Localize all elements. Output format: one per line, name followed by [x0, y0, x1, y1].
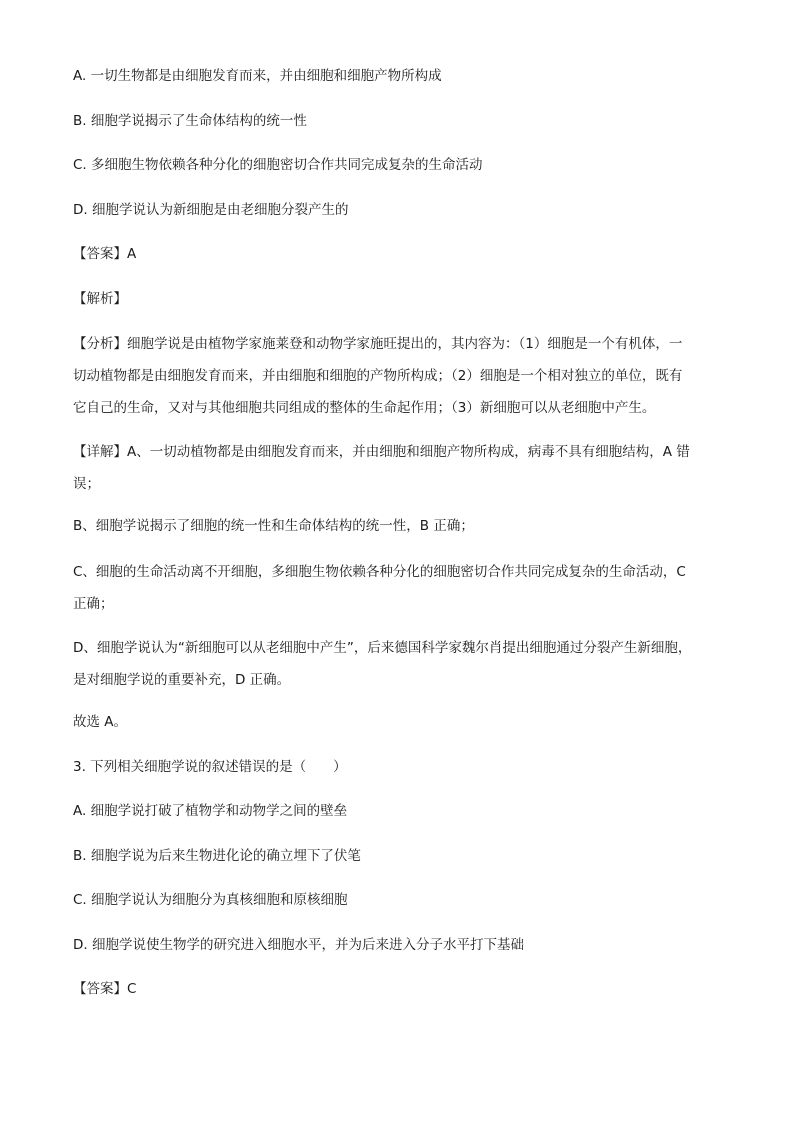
q2-conclusion: 故选 A。 [73, 714, 128, 730]
answer-value: C [127, 981, 137, 997]
answer-label: 【答案】 [73, 981, 127, 997]
q2-answer [73, 240, 723, 268]
q3-option-c: C. 细胞学说认为细胞分为真核细胞和原核细胞 [73, 892, 348, 908]
q2-fenxi-paragraph [73, 328, 723, 424]
q2-option-c: C. 多细胞生物依赖各种分化的细胞密切合作共同完成复杂的生命活动 [73, 157, 483, 173]
q2-analysis-label: 【解析】 [73, 291, 127, 307]
paragraph-line: 【详解】A、一切动植物都是由细胞发育而来，并由细胞和细胞产物所构成，病毒不具有细胞结构，A 错 [73, 444, 690, 460]
answer-label: 【答案】 [73, 246, 127, 262]
paragraph-line: 【分析】细胞学说是由植物学家施莱登和动物学家施旺提出的，其内容为：（1）细胞是一个有机体，一 [73, 336, 683, 352]
q2-detail-c [73, 556, 723, 620]
paragraph-line: 是对细胞学说的重要补充，D 正确。 [73, 672, 291, 688]
q2-detail-d [73, 632, 723, 696]
q3-option-a: A. 细胞学说打破了植物学和动物学之间的壁垒 [73, 803, 348, 819]
q3-stem: 3. 下列相关细胞学说的叙述错误的是（ ） [73, 759, 347, 775]
paragraph-line: 误； [73, 476, 100, 492]
q3-answer [73, 975, 723, 1003]
q2-option-d: D. 细胞学说认为新细胞是由老细胞分裂产生的 [73, 202, 349, 218]
q2-detail-a [73, 436, 723, 500]
paragraph-line: 它自己的生命，又对与其他细胞共同组成的整体的生命起作用；（3）新细胞可以从老细胞中产生。 [73, 400, 656, 416]
paragraph-line: D、细胞学说认为“新细胞可以从老细胞中产生”，后来德国科学家魏尔肖提出细胞通过分裂产生新细胞， [73, 640, 692, 656]
answer-value: A [127, 246, 137, 262]
q2-option-b: B. 细胞学说揭示了生命体结构的统一性 [73, 113, 307, 129]
q3-option-b: B. 细胞学说为后来生物进化论的确立埋下了伏笔 [73, 848, 361, 864]
paragraph-line: C、细胞的生命活动离不开细胞，多细胞生物依赖各种分化的细胞密切合作共同完成复杂的生命活动，C [73, 564, 686, 580]
paragraph-line: 正确； [73, 596, 114, 612]
paragraph-line: 切动植物都是由细胞发育而来，并由细胞和细胞的产物所构成；（2）细胞是一个相对独立的单位，既有 [73, 368, 683, 384]
q2-option-a: A. 一切生物都是由细胞发育而来，并由细胞和细胞产物所构成 [73, 68, 442, 84]
q3-option-d: D. 细胞学说使生物学的研究进入细胞水平，并为后来进入分子水平打下基础 [73, 937, 524, 953]
q2-detail-b: B、细胞学说揭示了细胞的统一性和生命体结构的统一性，B 正确； [73, 518, 474, 534]
